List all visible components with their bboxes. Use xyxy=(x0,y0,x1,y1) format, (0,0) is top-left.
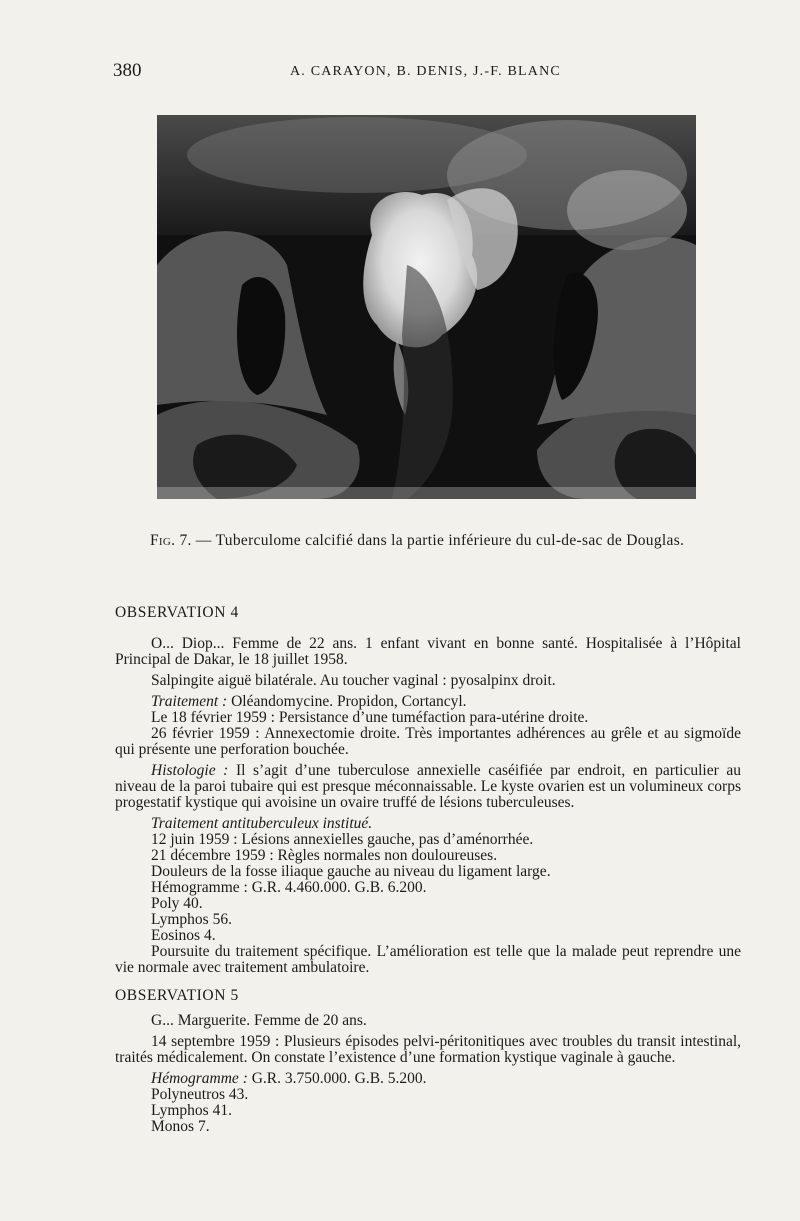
observation-5-heading: OBSERVATION 5 xyxy=(115,987,239,1004)
paragraph: Le 18 février 1959 : Persistance d’une tuméfaction para-utérine droite. xyxy=(151,709,589,726)
paragraph: Hémogramme : G.R. 4.460.000. G.B. 6.200. xyxy=(151,879,427,896)
running-head: A. CARAYON, B. DENIS, J.-F. BLANC xyxy=(290,64,561,79)
paragraph: Lymphos 56. xyxy=(151,911,232,928)
paragraph: 14 septembre 1959 : Plusieurs épisodes pelvi-péritonitiques avec troubles du transit intestinal, traités médicalement. On constate l’existence d’une formation kystique vaginale à gauche. xyxy=(115,1033,741,1066)
section-label: Histologie : xyxy=(151,762,229,779)
figure-caption-text: — Tuberculome calcifié dans la partie inférieure du cul-de-sac de Douglas. xyxy=(191,532,685,549)
paragraph: Douleurs de la fosse iliaque gauche au niveau du ligament large. xyxy=(151,863,551,880)
paragraph: Hémogramme : G.R. 3.750.000. G.B. 5.200. xyxy=(151,1070,427,1087)
paragraph: 26 février 1959 : Annexectomie droite. Très importantes adhérences au grêle et au sigmoïde qui présente une perforation bouchée. xyxy=(115,725,741,758)
page-number: 380 xyxy=(113,60,142,81)
paragraph: Salpingite aiguë bilatérale. Au toucher vaginal : pyosalpinx droit. xyxy=(151,672,556,689)
paragraph: Eosinos 4. xyxy=(151,927,216,944)
figure-caption xyxy=(150,532,684,550)
paragraph: 12 juin 1959 : Lésions annexielles gauche, pas d’aménorrhée. xyxy=(151,831,534,848)
observation-4-heading: OBSERVATION 4 xyxy=(115,604,239,621)
paragraph: Monos 7. xyxy=(151,1118,210,1135)
paragraph: Histologie : Il s’agit d’une tuberculose annexielle caséifiée par endroit, en particulier au niveau de la paroi tubaire qui est presque méconnaissable. Le kyste ovarien est un volumineux corps progestatif kystique qui avoisine un ovaire truffé de lésions tuberculeuses. xyxy=(115,762,741,811)
paragraph: Poursuite du traitement spécifique. L’amélioration est telle que la malade peut reprendre une vie normale avec traitement ambulatoire. xyxy=(115,943,741,976)
paragraph: 21 décembre 1959 : Règles normales non douloureuses. xyxy=(151,847,498,864)
section-label: Hémogramme : xyxy=(151,1070,248,1087)
paragraph: Traitement antituberculeux institué. xyxy=(151,815,373,832)
paragraph: Poly 40. xyxy=(151,895,203,912)
paragraph: Traitement : Oléandomycine. Propidon, Cortancyl. xyxy=(151,693,467,710)
section-label: Traitement : xyxy=(151,693,228,710)
radiograph-figure xyxy=(157,115,696,499)
paragraph: Polyneutros 43. xyxy=(151,1086,249,1103)
observation-5-body xyxy=(115,1013,741,1135)
figure-label: Fig. 7. xyxy=(150,532,192,549)
paragraph: G... Marguerite. Femme de 20 ans. xyxy=(151,1012,367,1029)
observation-4-body xyxy=(115,636,741,976)
paragraph: O... Diop... Femme de 22 ans. 1 enfant vivant en bonne santé. Hospitalisée à l’Hôpital Principal de Dakar, le 18 juillet 1958. xyxy=(115,635,741,668)
paragraph: Lymphos 41. xyxy=(151,1102,232,1119)
